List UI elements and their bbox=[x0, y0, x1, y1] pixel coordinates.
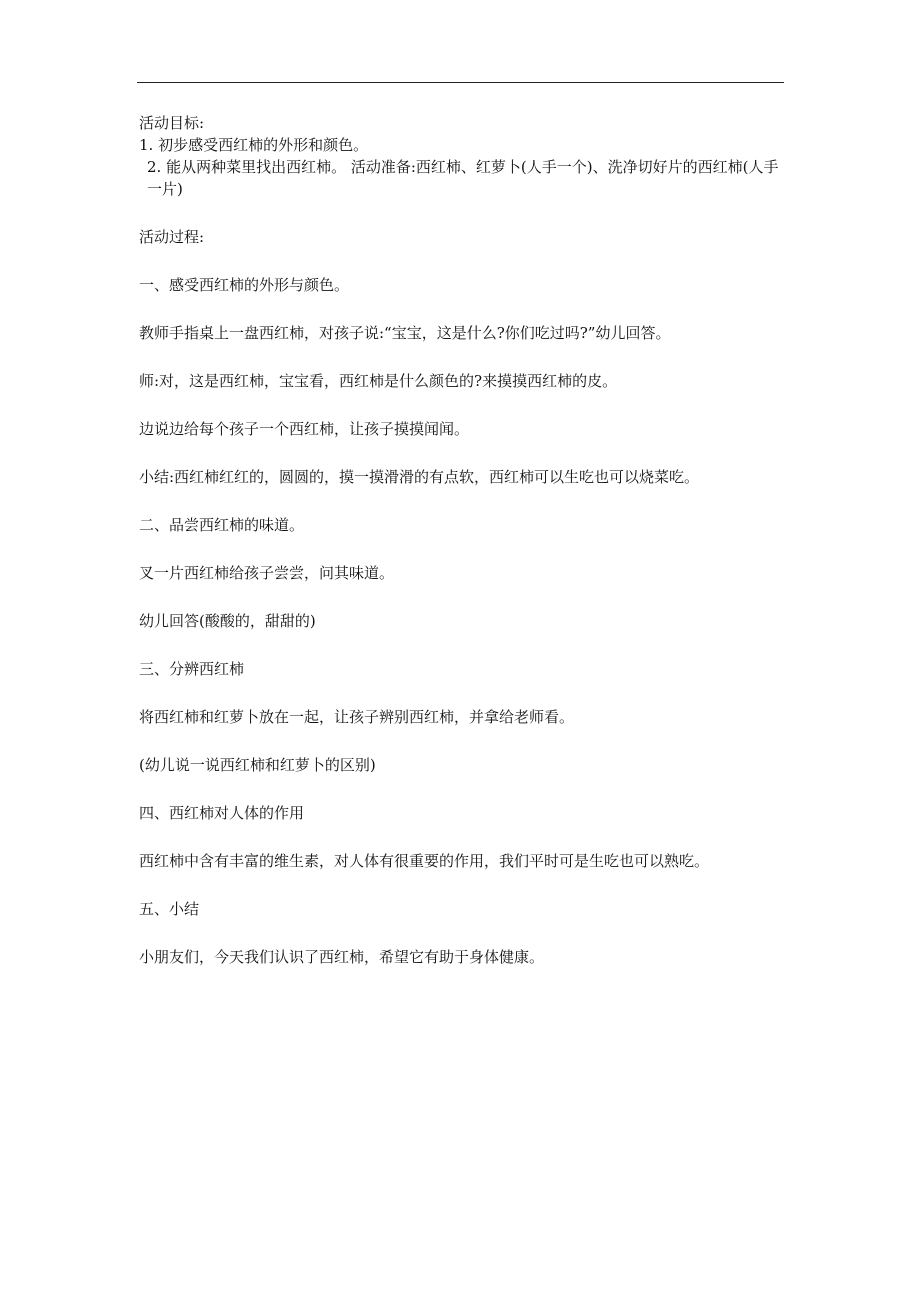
section-3-heading: 三、分辨西红柿 bbox=[139, 660, 245, 678]
paragraph: (幼儿说一说西红柿和红萝卜的区别) bbox=[139, 756, 376, 774]
section-4-heading: 四、西红柿对人体的作用 bbox=[139, 804, 305, 822]
objective-2-and-preparation: 2. 能从两种菜里找出西红柿。 活动准备:西红柿、红萝卜(人手一个)、洗净切好片的西红柿(人手一片) bbox=[147, 158, 779, 198]
objective-1: 1. 初步感受西红柿的外形和颜色。 bbox=[139, 136, 369, 154]
paragraph: 叉一片西红柿给孩子尝尝，问其味道。 bbox=[139, 564, 395, 582]
paragraph: 西红柿中含有丰富的维生素，对人体有很重要的作用，我们平时可是生吃也可以熟吃。 bbox=[139, 852, 710, 870]
paragraph: 将西红柿和红萝卜放在一起，让孩子辨别西红柿，并拿给老师看。 bbox=[139, 708, 575, 726]
section-5-heading: 五、小结 bbox=[139, 900, 200, 918]
header-rule bbox=[137, 82, 784, 83]
paragraph: 教师手指桌上一盘西红柿，对孩子说:“宝宝，这是什么?你们吃过吗?”幼儿回答。 bbox=[139, 324, 671, 342]
process-heading: 活动过程: bbox=[139, 228, 205, 246]
paragraph: 边说边给每个孩子一个西红柿，让孩子摸摸闻闻。 bbox=[139, 420, 470, 438]
paragraph: 师:对，这是西红柿，宝宝看，西红柿是什么颜色的?来摸摸西红柿的皮。 bbox=[139, 372, 618, 390]
paragraph: 幼儿回答(酸酸的，甜甜的) bbox=[139, 612, 316, 630]
paragraph: 小朋友们，今天我们认识了西红柿，希望它有助于身体健康。 bbox=[139, 948, 545, 966]
paragraph: 小结:西红柿红红的，圆圆的，摸一摸滑滑的有点软，西红柿可以生吃也可以烧菜吃。 bbox=[139, 468, 700, 486]
document-body bbox=[139, 112, 787, 968]
section-2-heading: 二、品尝西红柿的味道。 bbox=[139, 516, 305, 534]
section-1-heading: 一、感受西红柿的外形与颜色。 bbox=[139, 276, 350, 294]
objectives-heading: 活动目标: bbox=[139, 114, 205, 132]
